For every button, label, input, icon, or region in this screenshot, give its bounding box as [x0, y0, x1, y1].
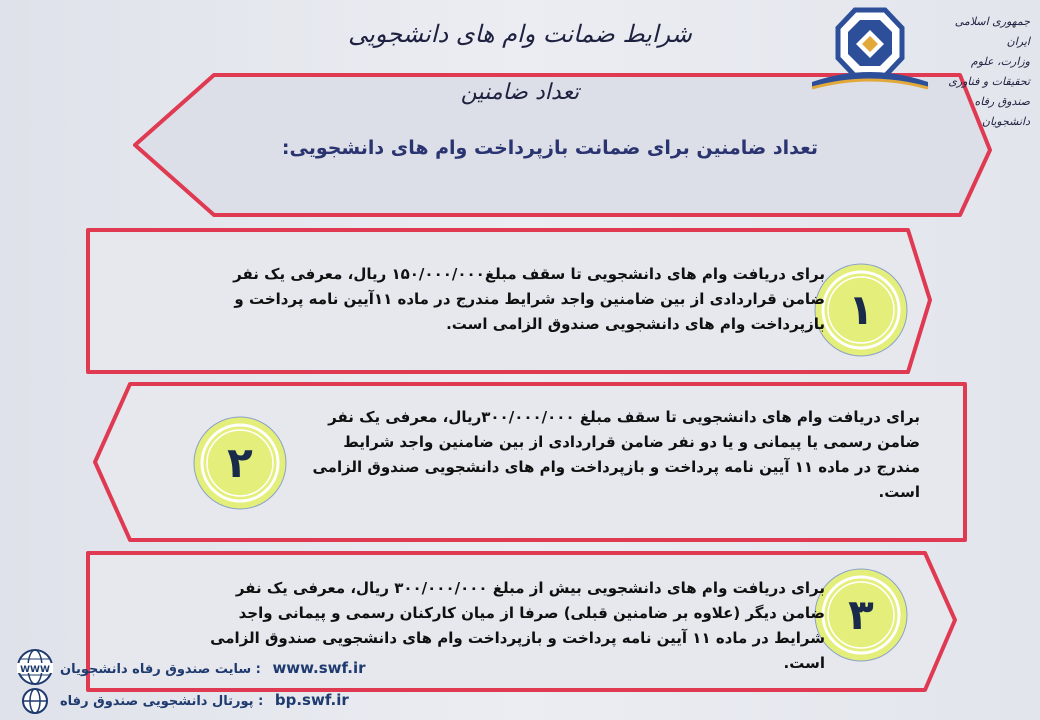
portal-globe-icon: [23, 689, 47, 713]
footer-site-row: [60, 656, 365, 680]
footer-site-label: : سایت صندوق رفاه دانشجویان: [60, 662, 261, 677]
ministry-logo-text: [930, 12, 1030, 132]
section-heading: تعداد ضامنین برای ضمانت بازپرداخت وام های دانشجویی:: [281, 137, 818, 159]
page-title: شرایط ضمانت وام های دانشجویی: [348, 20, 692, 48]
item-text-2: برای دریافت وام های دانشجویی تا سقف مبلغ ۳۰۰/۰۰۰/۰۰۰ریال، معرفی یک نفر ضامن رسمی یا پیمانی و یا دو نفر ضامن قراردادی از بین ضامنین واجد شرایط مندرج در ماده ۱۱ آیین نامه پرداخت و بازپرداخت وام های دانشجویی صندوق الزامی است.: [312, 408, 920, 501]
footer-site-link[interactable]: www.swf.ir: [272, 659, 366, 677]
logo-line-2: وزارت، علوم تحقیقات و فناوری: [948, 55, 1030, 88]
footer-portal-row: [60, 688, 349, 712]
globe-label: WWW: [20, 665, 50, 675]
item-text-3: برای دریافت وام های دانشجویی بیش از مبلغ ۳۰۰/۰۰۰/۰۰۰ ریال، معرفی یک نفر ضامن دیگر (علاوه بر ضامنین قبلی) صرفا از میان کارکنان رسمی و پیمانی واجد شرایط در ماده ۱۱ آیین نامه پرداخت و بازپرداخت وام های دانشجویی صندوق الزامی است.: [210, 579, 825, 672]
logo-line-1: جمهوری اسلامی ایران: [954, 15, 1030, 48]
item-number-1: ۱: [848, 285, 874, 334]
footer-portal-link[interactable]: bp.swf.ir: [274, 691, 349, 709]
item-number-2: ۲: [227, 438, 253, 487]
www-globe-icon: [17, 650, 53, 684]
logo-line-3: صندوق رفاه دانشجویان: [974, 95, 1030, 128]
page-subtitle: تعداد ضامنین: [460, 80, 580, 105]
item-number-3: ۳: [848, 590, 874, 639]
item-text-1: برای دریافت وام های دانشجویی تا سقف مبلغ۱۵۰/۰۰۰/۰۰۰ ریال، معرفی یک نفر ضامن قراردادی از بین ضامنین واجد شرایط مندرج در ماده ۱۱آیین نامه پرداخت و بازپرداخت وام های دانشجویی صندوق الزامی است.: [233, 265, 825, 333]
footer-portal-label: : پورتال دانشجویی صندوق رفاه: [60, 694, 264, 709]
